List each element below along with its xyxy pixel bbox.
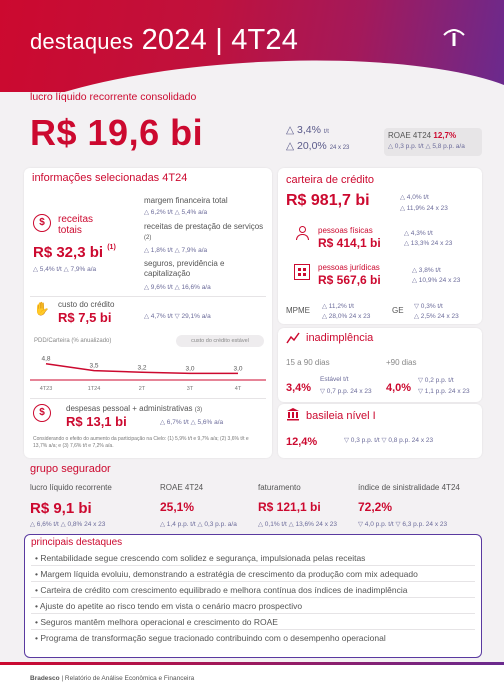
pj-value: R$ 567,6 bi: [318, 273, 381, 287]
pdd-value-label: 4,8: [41, 355, 51, 363]
carteira-var2: △ 11,9% 24 x 23: [400, 205, 448, 212]
mpme-var: △ 11,2% t/t: [322, 303, 354, 310]
seguros-var: △ 9,6% t/t △ 16,6% a/a: [144, 284, 211, 291]
bradesco-logo-icon: [442, 25, 466, 47]
header-banner: [0, 0, 504, 92]
grupo-col-label: faturamento: [258, 483, 301, 492]
margem-var: △ 6,2% t/t △ 5,4% a/a: [144, 209, 208, 216]
page-title: destaques 2024 | 4T24: [30, 24, 299, 56]
principais-item: • Carteira de crédito com crescimento equilibrado e melhora contínua dos índices de inadimplência: [31, 582, 475, 598]
basileia-value: 12,4%: [286, 436, 318, 448]
hand-coin-icon: ✋: [33, 301, 51, 316]
grupo-col-var: ▽ 4,0 p.p. t/t ▽ 6,3 p.p. 24 x 23: [358, 521, 448, 528]
pdd-value-label: 3,2: [137, 364, 147, 372]
principais-item: • Seguros mantêm melhora operacional e crescimento do ROAE: [31, 614, 475, 630]
grupo-title: grupo segurador: [30, 463, 111, 475]
principais-item: • Rentabilidade segue crescendo com solidez e segurança, impulsionada pelas receitas: [31, 550, 475, 566]
warning-chart-icon: [286, 331, 300, 345]
grupo-col-value: R$ 121,1 bi: [258, 500, 321, 514]
pdd-label: PDD/Carteira (% anualizado): [34, 338, 112, 344]
grupo-col-label: índice de sinistralidade 4T24: [358, 483, 460, 492]
basileia-var: ▽ 0,3 p.p. t/t ▽ 0,8 p.p. 24 x 23: [344, 437, 434, 444]
inad-15-value: 3,4%: [286, 382, 312, 394]
desp-label: despesas pessoal + administrativas (3): [66, 404, 203, 413]
grupo-col-var: △ 1,4 p.p. t/t △ 0,3 p.p. a/a: [160, 521, 237, 528]
pdd-quarter-label: 4T23: [39, 386, 53, 392]
principais-item: • Ajuste do apetite ao risco tendo em vista o cenário macro prospectivo: [31, 598, 475, 614]
pdd-quarter-label: 1T24: [87, 386, 101, 392]
pf-value: R$ 414,1 bi: [318, 236, 381, 250]
inad-90-label: +90 dias: [386, 358, 417, 367]
footer-text: Bradesco | Relatório de Análise Econômica e Financeira: [30, 675, 195, 682]
inad-15-var: ▽ 0,7 p.p. 24 x 23: [320, 388, 372, 395]
pdd-value-label: 3,0: [185, 365, 195, 373]
principais-list: [25, 550, 481, 646]
pf-var: △ 4,3% t/t: [404, 230, 433, 237]
footnote: Considerando o efeito do aumento da participação na Cielo: (1) 5,9% t/t e 9,7% a/a; (2) 3,6% t/t e 13,7% a/a; e (3) 7,6% t/t e 7,2% a/a.: [33, 436, 249, 449]
lucro-var2: △ 20,0% 24 x 23: [286, 140, 350, 152]
principais-card: [24, 534, 482, 658]
grupo-col-value: R$ 9,1 bi: [30, 500, 92, 517]
inad-15-90-label: 15 a 90 dias: [286, 358, 330, 367]
inad-15-note: Estável t/t: [320, 376, 349, 383]
carteira-var: △ 4,0% t/t: [400, 194, 429, 201]
grupo-col-label: ROAE 4T24: [160, 483, 204, 492]
seguros-label: seguros, previdência e capitalização: [144, 259, 225, 278]
pdd-quarter-label: 3T: [186, 386, 194, 392]
lucro-var1: △ 3,4% t/t: [286, 124, 329, 136]
pf-label: pessoas físicas: [318, 226, 373, 235]
principais-item: • Programa de transformação segue tracionado contribuindo com o desempenho operacional: [35, 633, 386, 643]
pj-label: pessoas jurídicas: [318, 263, 380, 272]
receitas-var: △ 5,4% t/t △ 7,9% a/a: [33, 266, 97, 273]
info-title: informações selecionadas 4T24: [32, 172, 188, 184]
mpme-var2: △ 28,0% 24 x 23: [322, 313, 371, 320]
grupo-col-value: 72,2%: [358, 500, 393, 514]
pj-var: △ 3,8% t/t: [412, 267, 441, 274]
footer: [0, 662, 504, 690]
carteira-value: R$ 981,7 bi: [286, 192, 370, 209]
inad-90-value: 4,0%: [386, 382, 412, 394]
inad-title: inadimplência: [306, 332, 374, 344]
inad-90-var: ▽ 0,2 p.p. t/t: [418, 377, 454, 384]
roae-box: ROAE 4T24 12,7% △ 0,3 p.p. t/t △ 5,8 p.p. a/a: [384, 128, 482, 156]
pf-var2: △ 13,3% 24 x 23: [404, 240, 453, 247]
desp-var: △ 6,7% t/t △ 5,6% a/a: [160, 419, 224, 426]
receitas-label: receitas totais: [58, 214, 94, 236]
pdd-value-label: 3,0: [233, 365, 243, 373]
pdd-chart: [30, 352, 268, 394]
pdd-value-label: 3,5: [89, 362, 99, 370]
ge-label: GE: [392, 306, 404, 315]
receitas-value: R$ 32,3 bi $^{(1)}$: [33, 244, 116, 261]
dollar-gear-icon: $: [33, 404, 51, 422]
custo-value: R$ 7,5 bi: [58, 310, 112, 325]
basileia-title: basileia nível I: [306, 410, 376, 422]
principais-title: principais destaques: [31, 537, 123, 548]
carteira-title: carteira de crédito: [286, 174, 375, 186]
pdd-quarter-label: 2T: [138, 386, 146, 392]
building-icon: [294, 264, 310, 280]
person-icon: [296, 226, 310, 242]
servicos-label: receitas de prestação de serviços (2): [144, 222, 264, 241]
pdd-quarter-label: 4T: [234, 386, 242, 392]
ge-var: ▽ 0,3% t/t: [414, 303, 443, 310]
custo-label: custo do crédito: [58, 300, 115, 309]
margem-label: margem financeira total: [144, 196, 228, 205]
principais-item: • Margem líquida evoluiu, demonstrando a estratégia de crescimento da produção com mix adequado: [31, 566, 475, 582]
inad-90-var2: ▽ 1,1 p.p. 24 x 23: [418, 388, 470, 395]
grupo-col-var: △ 0,1% t/t △ 13,6% 24 x 23: [258, 521, 338, 528]
pj-var2: △ 10,9% 24 x 23: [412, 277, 461, 284]
money-bag-icon: $: [33, 214, 51, 232]
grupo-col-label: lucro líquido recorrente: [30, 483, 112, 492]
desp-value: R$ 13,1 bi: [66, 414, 127, 429]
mpme-label: MPME: [286, 306, 310, 315]
ge-var2: △ 2,5% 24 x 23: [414, 313, 459, 320]
pdd-chip: custo do crédito estável: [176, 335, 264, 347]
bank-icon: [286, 407, 300, 421]
lucro-label: lucro líquido recorrente consolidado: [30, 91, 197, 103]
grupo-col-value: 25,1%: [160, 500, 195, 514]
lucro-value: R$ 19,6 bi: [30, 112, 204, 153]
servicos-var: △ 1,8% t/t △ 7,9% a/a: [144, 247, 208, 254]
grupo-col-var: △ 6,6% t/t △ 0,8% 24 x 23: [30, 521, 106, 528]
custo-var: △ 4,7% t/t ▽ 29,1% a/a: [144, 313, 211, 320]
